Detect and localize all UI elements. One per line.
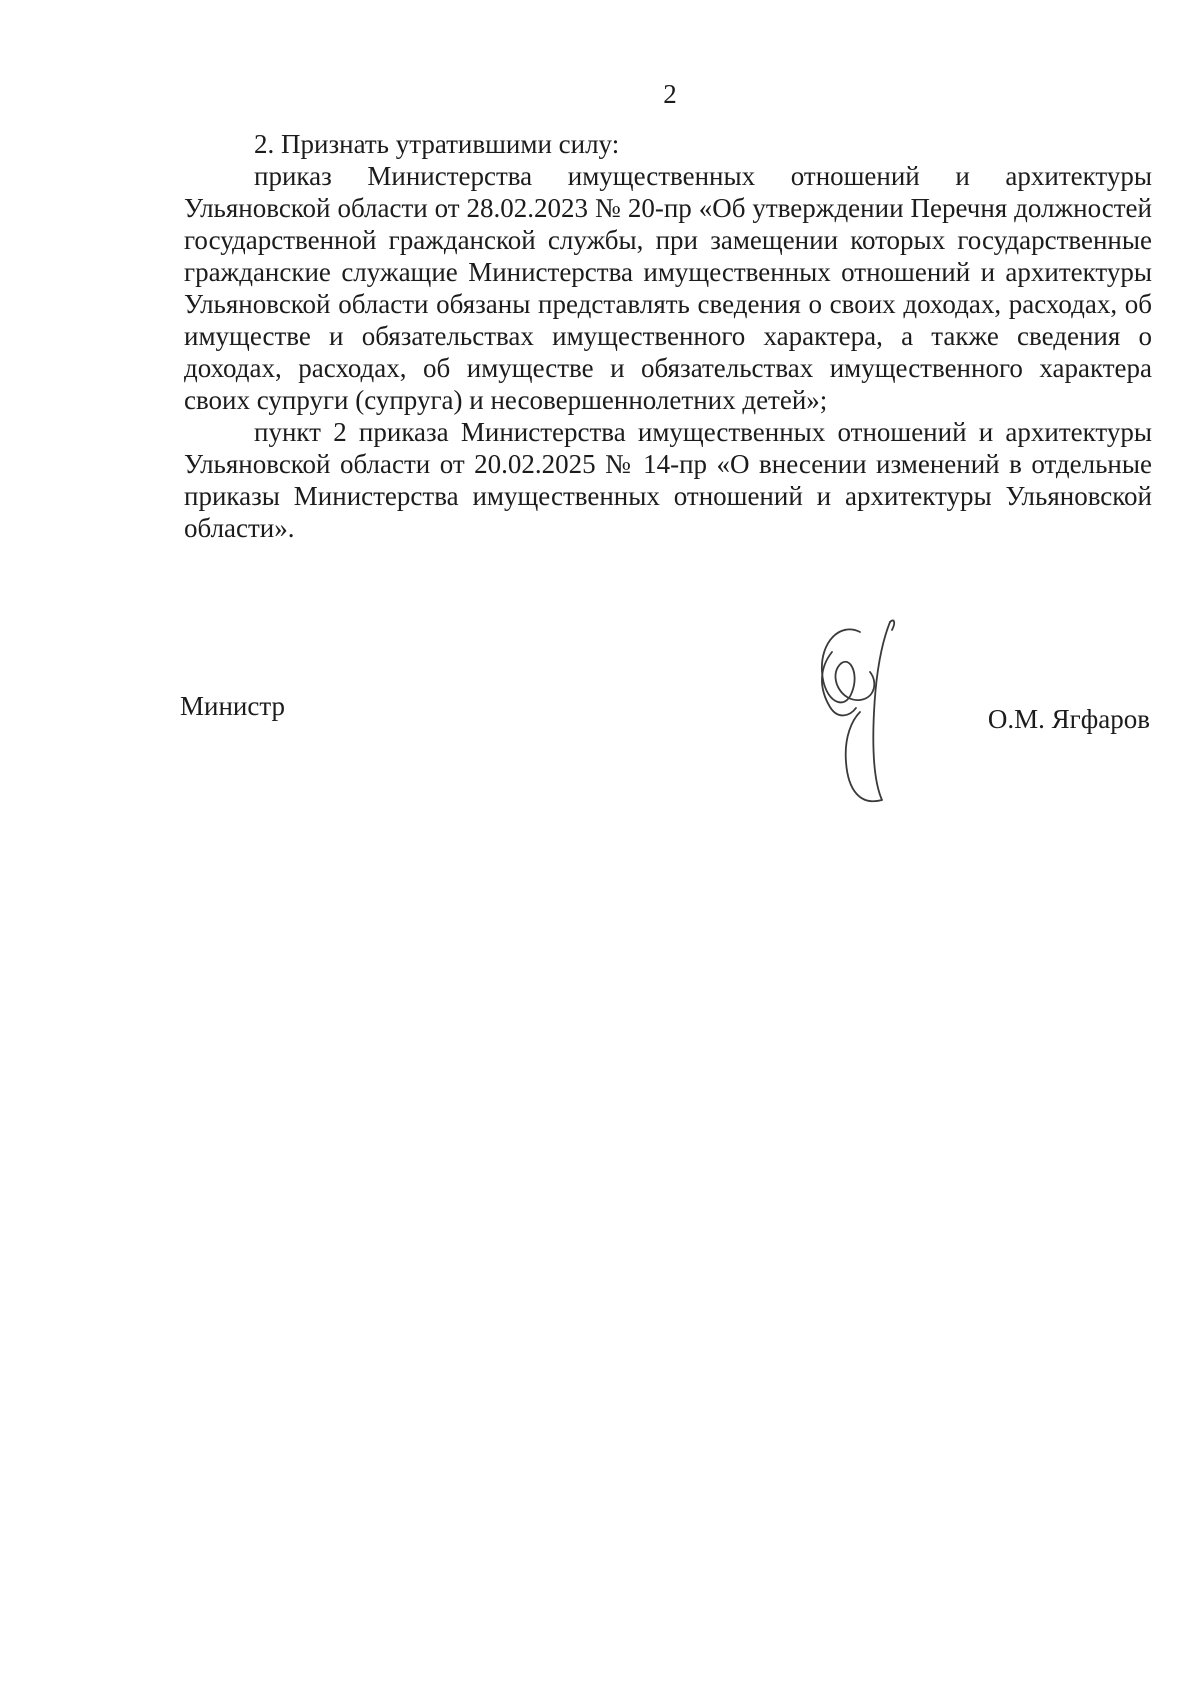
signatory-name: О.М. Ягфаров	[987, 704, 1150, 734]
handwritten-signature	[790, 612, 930, 812]
paragraph-item-2: 2. Признать утратившими силу:	[254, 129, 620, 159]
signatory-title: Министр	[180, 691, 285, 721]
page-number: 2	[663, 79, 677, 109]
paragraph-clause-reference: пункт 2 приказа Министерства имущественных отношений и архитектуры Ульяновской области от 20.02.2025 № 14-пр «О внесении изменений в отдельные приказы Министерства имущественных отношений и архитектуры Ульяновской области».	[184, 417, 1152, 543]
paragraph-order-reference: приказ Министерства имущественных отношений и архитектуры Ульяновской области от 28.02.2023 № 20-пр «Об утверждении Перечня должностей государственной гражданской службы, при замещении которых государственные гражданские служащие Министерства имущественных отношений и архитектуры Ульяновской области обязаны представлять сведения о своих доходах, расходах, об имуществе и обязательствах имущественного характера, а также сведения о доходах, расходах, об имуществе и обязательствах имущественного характера своих супруги (супруга) и несовершеннолетних детей»;	[184, 161, 1152, 415]
document-body	[184, 128, 1152, 544]
